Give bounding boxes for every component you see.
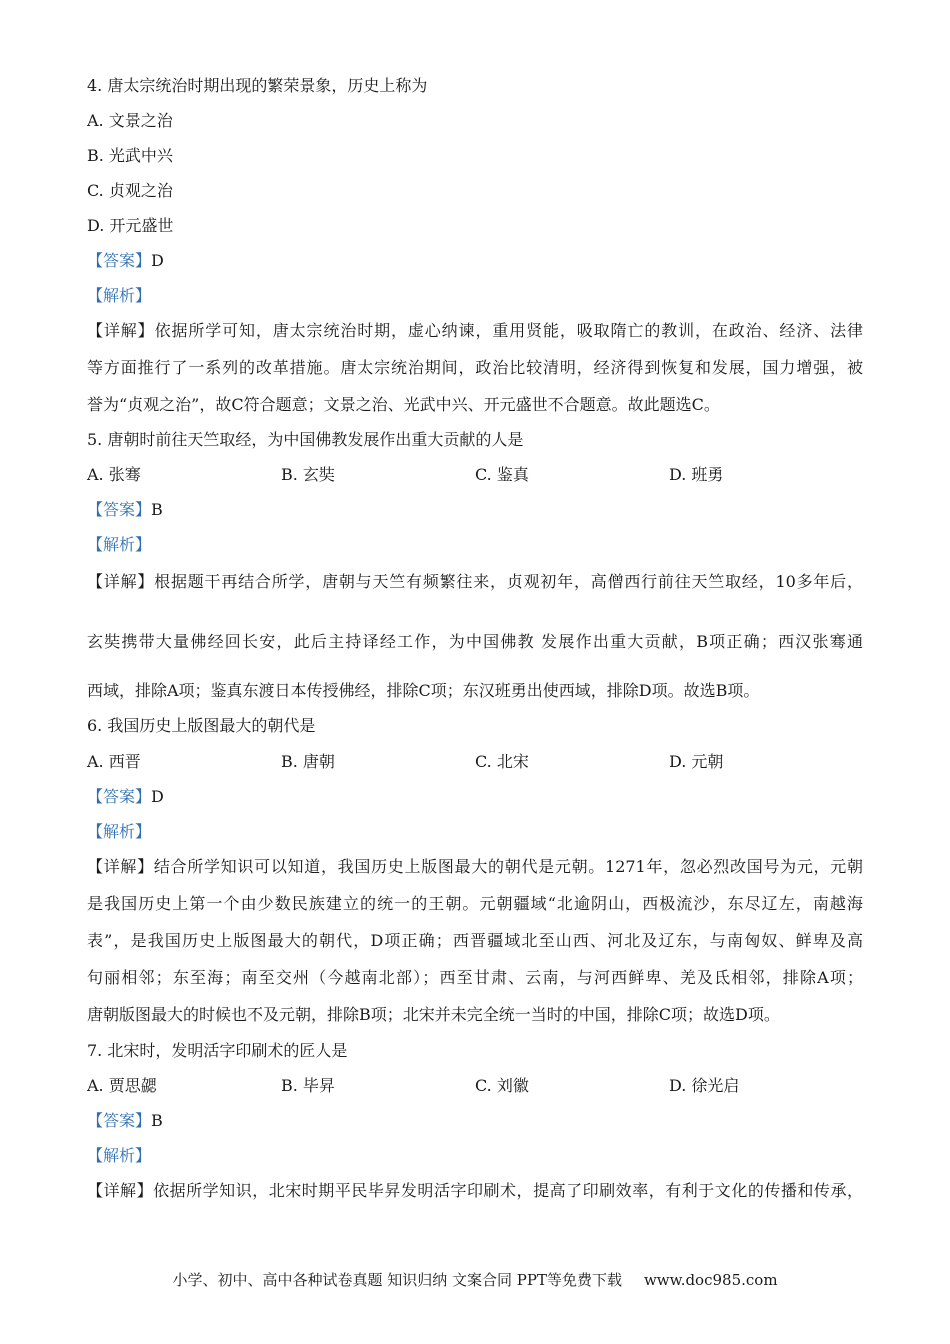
detail-text: 根据题干再结合所学，唐朝与天竺有频繁往来，贞观初年，高僧西行前往天竺取经，10多年后， [154, 572, 863, 591]
q6-detail-line-2: 是我国历史上第一个由少数民族建立的统一的王朝。元朝疆域“北逾阴山，西极流沙，东尽辽左，南越海 [87, 894, 863, 913]
answer-tag: 【答案】 [87, 251, 152, 270]
q6-answer [87, 787, 164, 807]
answer-value: B [151, 500, 163, 519]
q6-detail-line-4: 句丽相邻；东至海；南至交州（今越南北部）；西至甘肃、云南，与河西鲜卑、羌及氐相邻，排除A项； [87, 968, 863, 987]
q5-detail-line-1 [87, 572, 863, 592]
q4-stem: 4. 唐太宗统治时期出现的繁荣景象，历史上称为 [87, 76, 428, 95]
q4-option-b: B. 光武中兴 [87, 146, 173, 165]
q5-answer [87, 500, 163, 520]
page-footer [0, 1270, 950, 1290]
q7-detail-line-1 [87, 1181, 863, 1201]
q4-option-d: D. 开元盛世 [87, 216, 174, 235]
q6-detail-line-3: 表”，是我国历史上版图最大的朝代，D项正确；西晋疆域北至山西、河北及辽东，与南匈奴、鲜卑及高 [87, 931, 863, 950]
detail-tag: 【详解】 [87, 857, 154, 876]
q4-detail-line-1 [87, 321, 863, 341]
detail-tag: 【详解】 [87, 1181, 154, 1200]
q7-option-a: A. 贾思勰 [87, 1076, 157, 1095]
q7-stem: 7. 北宋时，发明活字印刷术的匠人是 [87, 1041, 348, 1060]
detail-text: 依据所学知识，北宋时期平民毕昇发明活字印刷术，提高了印刷效率，有利于文化的传播和传承， [153, 1181, 863, 1200]
q6-stem: 6. 我国历史上版图最大的朝代是 [87, 716, 316, 735]
q7-option-d: D. 徐光启 [669, 1076, 740, 1095]
q6-option-c: C. 北宋 [475, 752, 529, 771]
answer-tag: 【答案】 [87, 1111, 152, 1130]
q4-answer [87, 251, 164, 271]
q5-option-b: B. 玄奘 [281, 465, 335, 484]
q6-option-b: B. 唐朝 [281, 752, 335, 771]
answer-tag: 【答案】 [87, 787, 152, 806]
answer-tag: 【答案】 [87, 500, 152, 519]
q5-stem: 5. 唐朝时前往天竺取经，为中国佛教发展作出重大贡献的人是 [87, 430, 524, 449]
q4-option-c: C. 贞观之治 [87, 181, 173, 200]
q6-option-a: A. 西晋 [87, 752, 141, 771]
answer-value: D [151, 251, 164, 270]
q5-option-d: D. 班勇 [669, 465, 724, 484]
q4-analysis-tag: 【解析】 [87, 286, 152, 305]
q5-detail-line-2: 玄奘携带大量佛经回长安，此后主持译经工作，为中国佛教 发展作出重大贡献，B项正确；西汉张骞通 [87, 632, 863, 651]
q6-detail-line-1 [87, 857, 863, 877]
footer-text: 小学、初中、高中各种试卷真题 知识归纳 文案合同 PPT等免费下载 [172, 1271, 622, 1289]
q7-analysis-tag: 【解析】 [87, 1146, 152, 1165]
detail-tag: 【详解】 [87, 321, 155, 340]
q5-detail-line-3: 西域，排除A项；鉴真东渡日本传授佛经，排除C项；东汉班勇出使西域，排除D项。故选B项。 [87, 681, 760, 700]
q7-answer [87, 1111, 163, 1131]
answer-value: D [151, 787, 164, 806]
q6-option-d: D. 元朝 [669, 752, 724, 771]
detail-text: 依据所学可知，唐太宗统治时期，虚心纳谏，重用贤能，吸取隋亡的教训，在政治、经济、法律 [154, 321, 863, 340]
q6-detail-line-5: 唐朝版图最大的时候也不及元朝，排除B项；北宋并未完全统一当时的中国，排除C项；故选D项。 [87, 1005, 780, 1024]
q6-analysis-tag: 【解析】 [87, 822, 152, 841]
q5-analysis-tag: 【解析】 [87, 535, 152, 554]
answer-value: B [151, 1111, 163, 1130]
q5-option-c: C. 鉴真 [475, 465, 529, 484]
q4-detail-line-2: 等方面推行了一系列的改革措施。唐太宗统治期间，政治比较清明，经济得到恢复和发展，国力增强，被 [87, 358, 863, 377]
detail-text: 结合所学知识可以知道，我国历史上版图最大的朝代是元朝。1271年，忽必烈改国号为元，元朝 [153, 857, 863, 876]
q5-option-a: A. 张骞 [87, 465, 141, 484]
q4-detail-line-3: 誉为“贞观之治”，故C符合题意；文景之治、光武中兴、开元盛世不合题意。故此题选C。 [87, 395, 720, 414]
q4-option-a: A. 文景之治 [87, 111, 173, 130]
q7-option-b: B. 毕昇 [281, 1076, 335, 1095]
detail-tag: 【详解】 [87, 572, 155, 591]
footer-link[interactable]: www.doc985.com [643, 1271, 778, 1289]
q7-option-c: C. 刘徽 [475, 1076, 529, 1095]
